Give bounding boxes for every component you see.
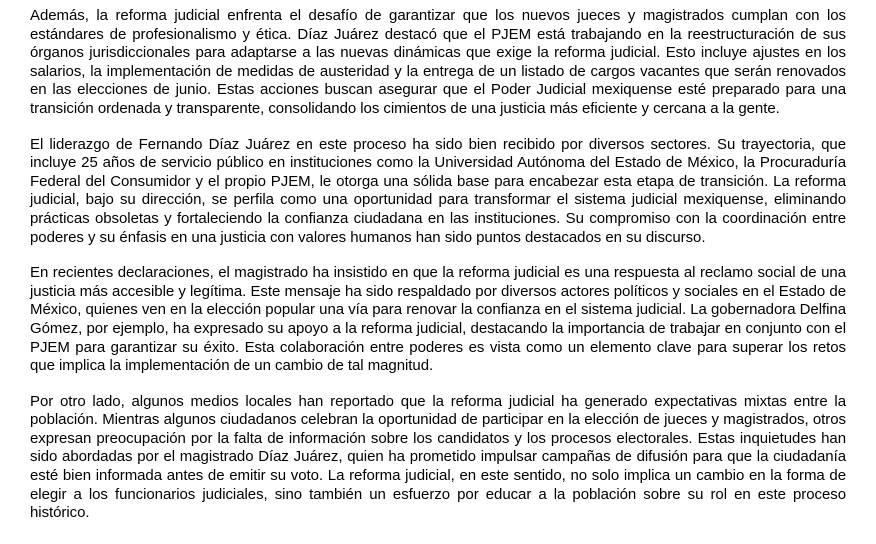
paragraph-recent-statements: En recientes declaraciones, el magistrado ha insistido en que la reforma judicial es una respuesta al reclamo social de una justicia más accesible y legítima. Este mensaje ha sido respaldado por diversos actores políticos y sociales en el Estado de México, quienes ven en la elección popular una vía para renovar la confianza en el sistema judicial. La gobernadora Delfina Gómez, por ejemplo, ha expresado su apoyo a la reforma judicial, destacando la importancia de trabajar en conjunto con el PJEM para garantizar su éxito. Esta colaboración entre poderes es vista como un elemento clave para superar los retos que implica la implementación de un cambio de tal magnitud. xyxy=(30,264,846,375)
paragraph-reform-challenges: Además, la reforma judicial enfrenta el desafío de garantizar que los nuevos jueces y magistrados cumplan con los estándares de profesionalismo y ética. Díaz Juárez destacó que el PJEM está trabajando en la reestructuración de sus órganos jurisdiccionales para adaptarse a las nuevas dinámicas que exige la reforma judicial. Esto incluye ajustes en los salarios, la implementación de medidas de austeridad y la entrega de un listado de cargos vacantes que serán renovados en las elecciones de junio. Estas acciones buscan asegurar que el Poder Judicial mexiquense esté preparado para una transición ordenada y transparente, consolidando los cimientos de una justicia más eficiente y cercana a la gente. xyxy=(30,7,846,117)
paragraph-public-reaction: Por otro lado, algunos medios locales han reportado que la reforma judicial ha generado expectativas mixtas entre la población. Mientras algunos ciudadanos celebran la oportunidad de participar en la elección de jueces y magistrados, otros expresan preocupación por la falta de información sobre los candidatos y los procesos electorales. Estas inquietudes han sido abordadas por el magistrado Díaz Juárez, quien ha prometido impulsar campañas de difusión para que la ciudadanía esté bien informada antes de emitir su voto. La reforma judicial, en este sentido, no solo implica un cambio en la forma de elegir a los funcionarios judiciales, sino también un esfuerzo por educar a la población sobre su rol en este proceso histórico. xyxy=(30,392,846,522)
article-body xyxy=(30,7,846,523)
paragraph-leadership: El liderazgo de Fernando Díaz Juárez en este proceso ha sido bien recibido por diversos sectores. Su trayectoria, que incluye 25 años de servicio público en instituciones como la Universidad Autónoma del Estado de México, la Procuraduría Federal del Consumidor y el propio PJEM, le otorga una sólida base para encabezar esta etapa de transición. La reforma judicial, bajo su dirección, se perfila como una oportunidad para transformar el sistema judicial mexiquense, eliminando prácticas obsoletas y fortaleciendo la confianza ciudadana en las instituciones. Su compromiso con la coordinación entre poderes y su énfasis en una justicia con valores humanos han sido puntos destacados en su discurso. xyxy=(30,135,846,246)
